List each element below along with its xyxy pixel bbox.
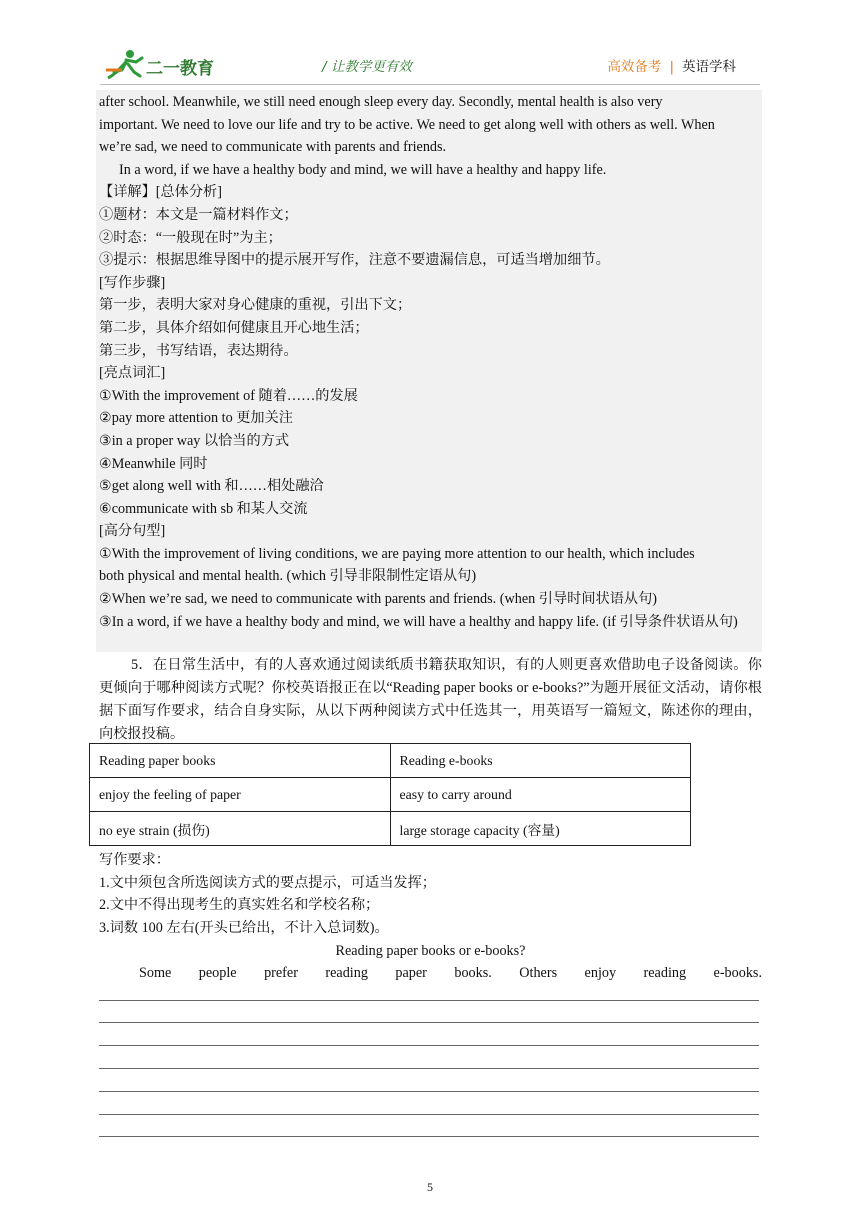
header-label: 高效备考 [607, 59, 662, 75]
answer-line: ③提示：根据思维导图中的提示展开写作，注意不要遗漏信息，可适当增加细节。 [99, 252, 610, 269]
header-right [607, 55, 736, 75]
table-cell: enjoy the feeling of paper [90, 778, 391, 812]
question-5-prompt [99, 654, 762, 746]
answer-blank-line [99, 1114, 759, 1115]
table-row [90, 778, 691, 812]
essay-word: Others [519, 965, 558, 981]
requirement-item: 3.词数 100 左右(开头已给出，不计入总词数)。 [99, 919, 389, 936]
slogan: / 让教学更有效 [322, 59, 412, 75]
analysis-heading: 【详解】[总体分析] [99, 184, 222, 201]
table-cell: Reading e-books [390, 744, 691, 778]
vocab-item: ⑤get along well with 和……相处融洽 [99, 478, 324, 495]
answer-line: 第一步，表明大家对身心健康的重视，引出下文； [99, 297, 412, 314]
essay-opening [139, 962, 762, 984]
vocab-heading: [亮点词汇] [99, 365, 166, 382]
essay-word: prefer [264, 965, 298, 981]
sentence-item: ②When we’re sad, we need to communicate with parents and friends. (when 引导时间状语从句) [99, 591, 657, 608]
essay-word: Some [139, 965, 172, 981]
essay-title: Reading paper books or e-books? [335, 943, 526, 959]
header-subject: 英语学科 [682, 59, 736, 75]
vocab-item: ⑥communicate with sb 和某人交流 [99, 500, 308, 517]
logo-icon [104, 48, 234, 82]
answer-blank-line [99, 1068, 759, 1069]
logo-text: 二一教育 [146, 59, 214, 79]
answer-line: we’re sad, we need to communicate with parents and friends. [99, 139, 447, 156]
answer-line: important. We need to love our life and try to be active. We need to get along well with others as well. When [99, 116, 715, 133]
essay-word: enjoy [584, 965, 617, 981]
answer-line: In a word, if we have a healthy body and mind, we will have a healthy and happy life. [119, 161, 607, 178]
sentence-item: both physical and mental health. (which 引导非限制性定语从句) [99, 568, 477, 585]
vocab-item: ③in a proper way 以恰当的方式 [99, 432, 290, 449]
answer-line: 第二步，具体介绍如何健康且开心地生活； [99, 319, 369, 336]
sentence-item: ①With the improvement of living conditions, we are paying more attention to our health, which includes [99, 545, 695, 562]
essay-word: people [198, 965, 237, 981]
answer-blank-line [99, 1022, 759, 1023]
requirement-item: 2.文中不得出现考生的真实姓名和学校名称； [99, 897, 380, 914]
sentence-heading: [高分句型] [99, 523, 166, 540]
header-separator: | [669, 59, 674, 75]
answer-line: ①题材：本文是一篇材料作文； [99, 206, 298, 223]
reading-options-table [89, 743, 691, 846]
header-divider [100, 84, 760, 85]
vocab-item: ②pay more attention to 更加关注 [99, 410, 293, 427]
answer-block [99, 91, 759, 633]
essay-word: reading [325, 965, 368, 981]
essay-word: books. [454, 965, 492, 981]
essay-word: reading [643, 965, 687, 981]
answer-blank-line [99, 1000, 759, 1001]
essay-word: paper [395, 965, 427, 981]
table-cell: no eye strain (损伤) [90, 812, 391, 846]
answer-line: 第三步，书写结语，表达期待。 [99, 342, 298, 359]
writing-requirements [99, 849, 762, 939]
vocab-item: ①With the improvement of 随着……的发展 [99, 387, 358, 404]
question-5-text: 5．在日常生活中，有的人喜欢通过阅读纸质书籍获取知识，有的人则更喜欢借助电子设备阅读。你更倾向于哪种阅读方式呢？你校英语报正在以“Reading paper books or e-books?”为题开展征文活动，请你根据下面写作要求，结合自身实际，从以下两种阅读方式中任选其一，用英语写一篇短文，陈述你的理由，向校报投稿。 [99, 657, 762, 742]
table-cell: easy to carry around [390, 778, 691, 812]
vocab-item: ④Meanwhile 同时 [99, 455, 208, 472]
essay-word: e-books. [713, 965, 762, 981]
requirement-item: 1.文中须包含所选阅读方式的要点提示，可适当发挥； [99, 874, 436, 891]
answer-blank-line [99, 1091, 759, 1092]
answer-blank-line [99, 1136, 759, 1137]
table-row [90, 744, 691, 778]
table-row [90, 812, 691, 846]
answer-line: after school. Meanwhile, we still need enough sleep every day. Secondly, mental health is also very [99, 94, 663, 110]
sentence-item: ③In a word, if we have a healthy body and mind, we will have a healthy and happy life. (if 引导条件状语从句) [99, 613, 738, 630]
requirements-heading: 写作要求： [99, 852, 170, 868]
table-cell: large storage capacity (容量) [390, 812, 691, 846]
steps-heading: [写作步骤] [99, 274, 166, 291]
answer-line: ②时态：“一般现在时”为主； [99, 229, 282, 246]
page-header [100, 44, 760, 84]
table-cell: Reading paper books [90, 744, 391, 778]
answer-blank-line [99, 1045, 759, 1046]
page-number: 5 [427, 1180, 433, 1194]
